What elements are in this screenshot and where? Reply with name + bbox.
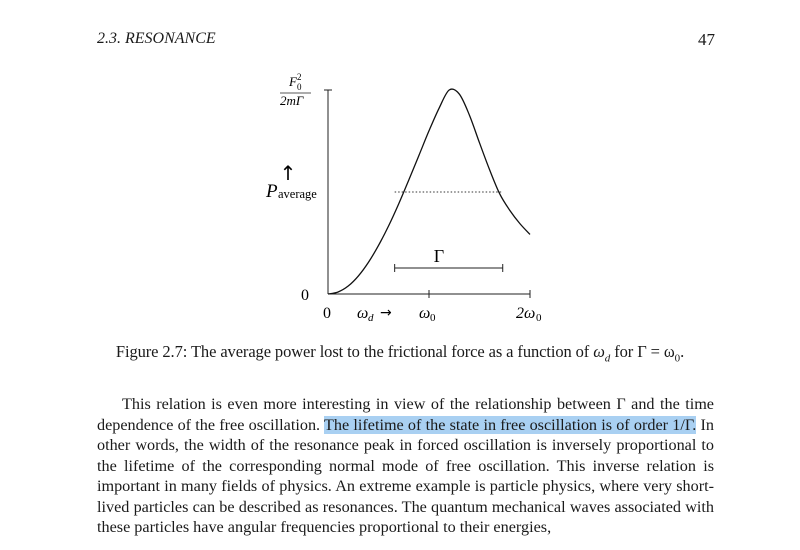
caption-var-sub: d (604, 352, 611, 365)
x-arrow: → (380, 305, 392, 321)
caption-prefix: Figure 2.7: The average power lost to the frictional force as a function of (115, 342, 594, 361)
x-tick-label-2w0-sub: 0 (536, 312, 542, 324)
figure-caption (0, 342, 800, 364)
caption-suffix: . (680, 342, 685, 361)
y-label-sub: average (278, 187, 317, 201)
power-curve-series (328, 89, 530, 294)
x-tick-label-2w0: 2ω (516, 305, 536, 322)
caption-var: ω (593, 342, 605, 361)
caption-cond: Γ = ω (637, 342, 675, 361)
x-zero-label: 0 (323, 305, 331, 322)
x-tick-label-w0-sub: 0 (430, 312, 436, 324)
page-number: 47 (698, 30, 715, 49)
y-label-main: P (266, 181, 278, 202)
body-paragraph (97, 394, 714, 538)
caption-cond-sub: 0 (674, 352, 681, 365)
y-top-numerator: F (289, 74, 297, 89)
y-top-denominator: 2mΓ (280, 93, 304, 108)
highlighted-sentence[interactable]: The lifetime of the state in free oscillation is of order 1/Γ. (324, 415, 697, 434)
x-var-sub: d (368, 312, 374, 324)
body-text-part1: This relation is even more interesting in view of the relationship between Γ and the time dependence of the free oscillation. (97, 395, 714, 434)
caption-mid: for (610, 342, 638, 361)
x-tick-label-w0: ω (419, 305, 431, 322)
y-arrow: ↑ (279, 161, 297, 185)
width-label: Γ (433, 246, 445, 266)
y-zero-label: 0 (301, 287, 309, 304)
running-header-section: 2.3. RESONANCE (97, 30, 216, 47)
y-top-num-sub: 0 (297, 82, 302, 92)
y-top-num-sup: 2 (297, 72, 302, 82)
x-var-label: ω (357, 305, 369, 322)
body-text-part2: In other words, the width of the resonance peak in forced oscillation is inversely proportional to the lifetime of the corresponding normal mode of free oscillation. This inverse relation is important in many fields of physics. An extreme example is particle physics, where very short-lived particles can be described as resonances. The quantum mechanical waves associated with these particles have angular frequencies proportional to their energies, (97, 415, 714, 536)
